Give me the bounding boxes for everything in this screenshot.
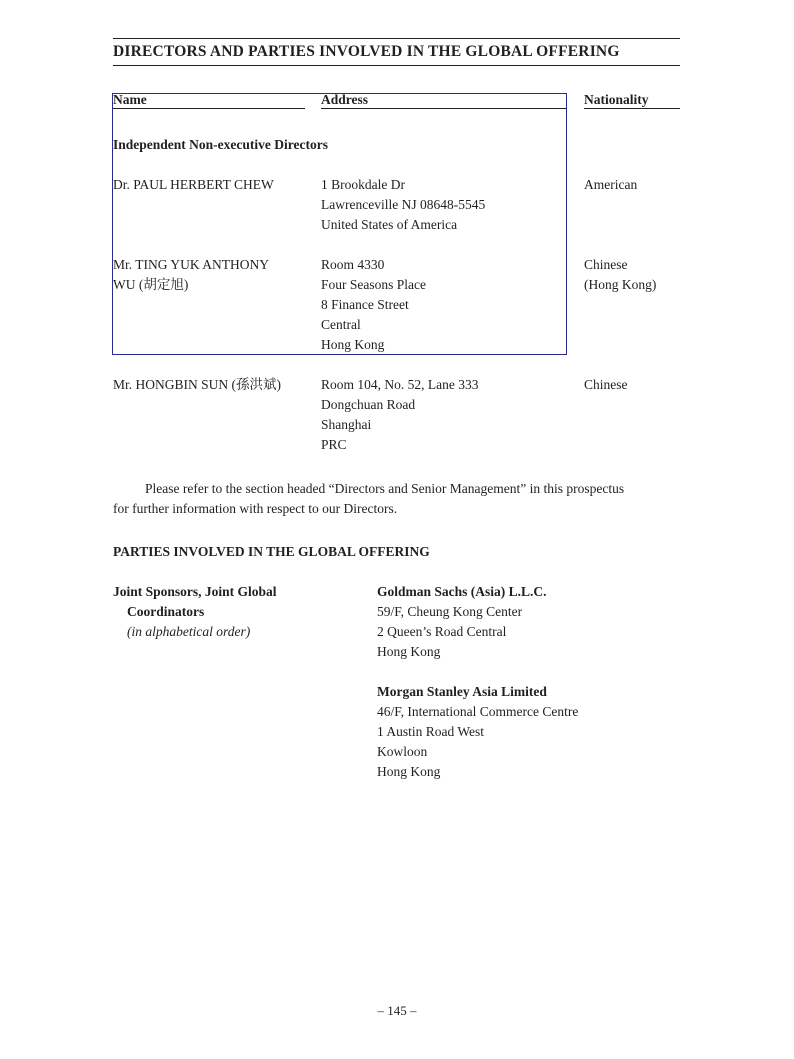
nationality-line: (Hong Kong) (584, 277, 657, 292)
table-row-1-name (113, 175, 274, 195)
address-line: 8 Finance Street (321, 297, 409, 312)
entity-name: Morgan Stanley Asia Limited (377, 684, 547, 699)
address-line: Shanghai (321, 417, 372, 432)
table-row-2-name (113, 255, 269, 295)
table-row-3-address (321, 375, 479, 455)
paragraph-line-2: for further information with respect to our Directors. (113, 501, 398, 516)
table-row-2-nationality (584, 255, 656, 295)
party-entity-morgan-stanley (377, 682, 578, 782)
address-line: United States of America (321, 217, 458, 232)
column-header-address: Address (321, 92, 369, 107)
nationality-line: Chinese (584, 257, 628, 272)
role-line-1: Joint Sponsors, Joint Global (113, 584, 277, 599)
entity-address-line: 1 Austin Road West (377, 724, 485, 739)
table-row-1-address (321, 175, 485, 235)
entity-address-line: 46/F, International Commerce Centre (377, 704, 579, 719)
name-line: Dr. PAUL HERBERT CHEW (113, 177, 274, 192)
entity-address-line: Kowloon (377, 744, 428, 759)
column-header-name: Name (113, 92, 147, 107)
party-entity-goldman-sachs (377, 582, 547, 662)
table-row-1-nationality (584, 175, 637, 195)
address-line: Central (321, 317, 361, 332)
name-line: Mr. HONGBIN SUN (孫洪斌) (113, 377, 281, 392)
entity-name: Goldman Sachs (Asia) L.L.C. (377, 584, 547, 599)
party-role (113, 582, 277, 642)
nationality-line: Chinese (584, 377, 628, 392)
address-line: PRC (321, 437, 347, 452)
address-line: Four Seasons Place (321, 277, 426, 292)
column-header-nationality: Nationality (584, 92, 649, 107)
entity-address-line: Hong Kong (377, 644, 441, 659)
address-line: Lawrenceville NJ 08648-5545 (321, 197, 486, 212)
address-line: Room 4330 (321, 257, 385, 272)
nationality-line: American (584, 177, 638, 192)
entity-address-line: 2 Queen’s Road Central (377, 624, 507, 639)
column-rule-nationality (584, 108, 680, 109)
table-row-3-nationality (584, 375, 628, 395)
address-line: Room 104, No. 52, Lane 333 (321, 377, 479, 392)
section-heading-independent-directors: Independent Non-executive Directors (113, 137, 328, 152)
directors-reference-paragraph (113, 479, 681, 519)
table-row-3-name (113, 375, 281, 395)
entity-address-line: 59/F, Cheung Kong Center (377, 604, 523, 619)
page-number: – 145 – (377, 1003, 417, 1018)
paragraph-line-1: Please refer to the section headed “Directors and Senior Management” in this prospectus (145, 481, 625, 496)
address-line: Dongchuan Road (321, 397, 416, 412)
address-line: Hong Kong (321, 337, 385, 352)
page-title: DIRECTORS AND PARTIES INVOLVED IN THE GLOBAL OFFERING (113, 43, 620, 60)
table-row-2-address (321, 255, 426, 355)
role-note: (in alphabetical order) (127, 624, 251, 639)
role-line-2: Coordinators (127, 604, 205, 619)
entity-address-line: Hong Kong (377, 764, 441, 779)
name-line: Mr. TING YUK ANTHONY (113, 257, 269, 272)
name-line: WU (胡定旭) (113, 277, 189, 292)
parties-heading: PARTIES INVOLVED IN THE GLOBAL OFFERING (113, 544, 430, 559)
address-line: 1 Brookdale Dr (321, 177, 405, 192)
